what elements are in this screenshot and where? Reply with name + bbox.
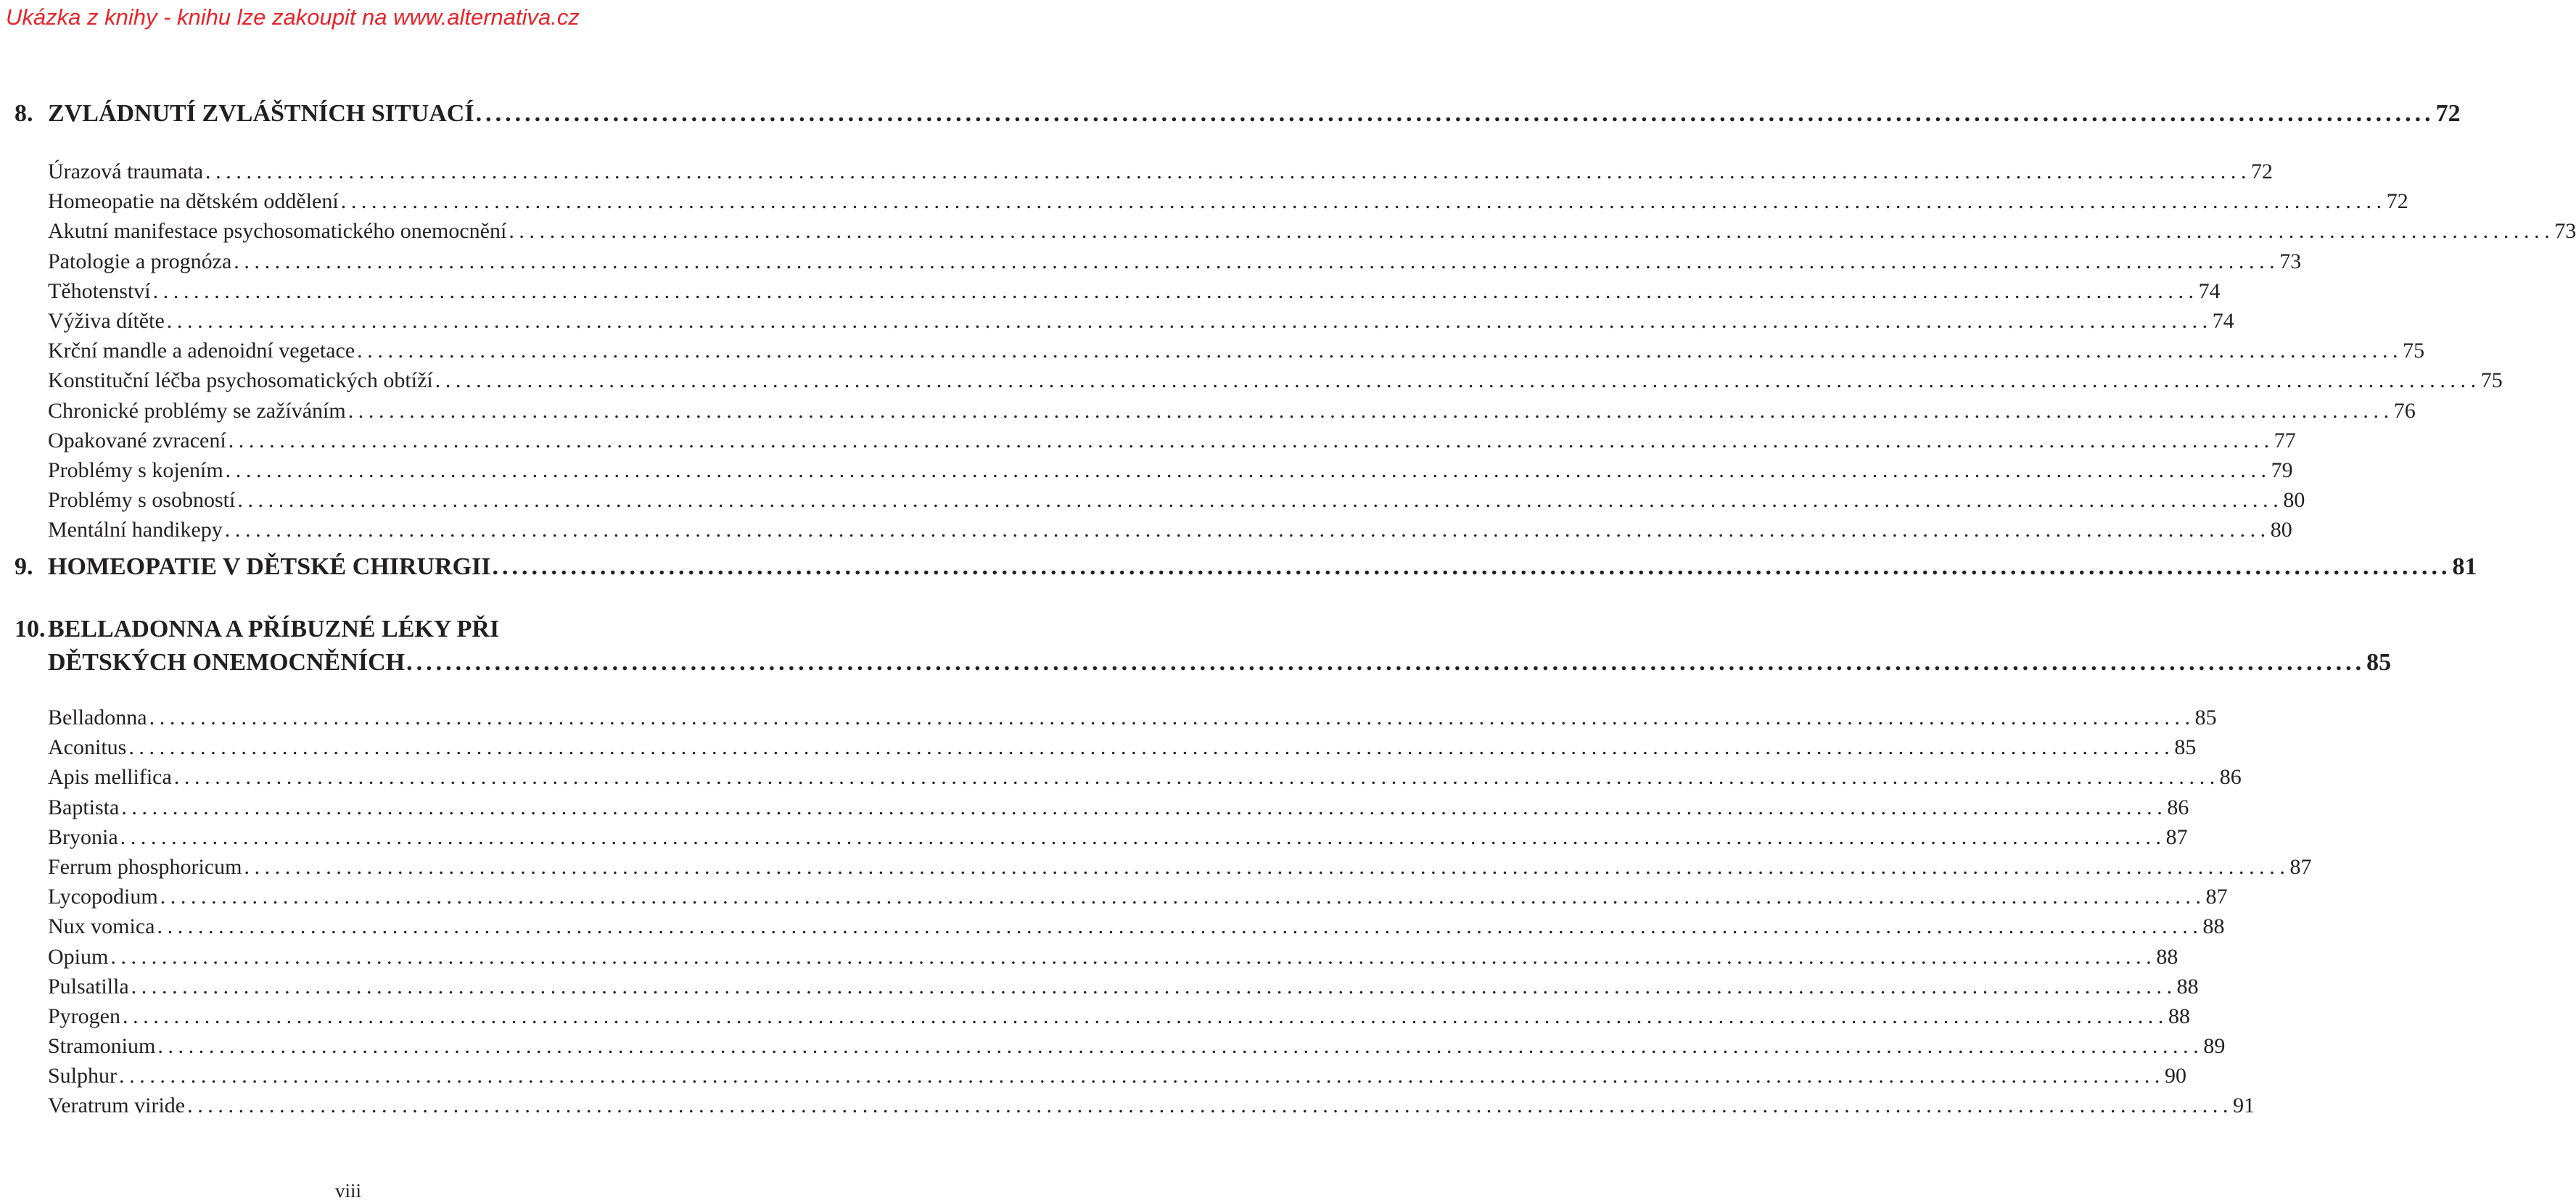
toc-entry	[48, 1031, 2226, 1061]
toc-entry	[48, 157, 2273, 186]
entry-title: Patologie a prognóza	[48, 249, 232, 273]
chapter-number: 9.	[15, 553, 33, 580]
entry-page-number: 79	[2271, 458, 2293, 482]
entry-page-number: 91	[2233, 1094, 2255, 1118]
entry-page-number: 73	[2279, 249, 2302, 273]
toc-entry	[48, 1091, 2255, 1120]
dot-leader: ........................................................................................................................................................................................................	[475, 100, 2435, 127]
entry-page-number: 90	[2165, 1064, 2187, 1088]
dot-leader: ........................................................................................................................................................................................................	[492, 553, 2451, 580]
dot-leader: ........................................................................................................................................................................................................	[157, 914, 2203, 939]
entry-page-number: 74	[2212, 308, 2234, 333]
chapter-title: DĚTSKÝCH ONEMOCNĚNÍCH	[48, 649, 406, 676]
entry-page-number: 85	[2174, 735, 2197, 760]
chapter-title-line	[48, 646, 2392, 679]
toc-entry	[48, 822, 2188, 852]
chapter-heading	[15, 613, 2392, 679]
dot-leader: ........................................................................................................................................................................................................	[347, 398, 2394, 423]
entry-title: Těhotenství	[48, 278, 151, 303]
entry-page-number: 88	[2202, 914, 2225, 939]
entry-title: Akutní manifestace psychosomatického onemocnění	[48, 219, 507, 244]
dot-leader: ........................................................................................................................................................................................................	[120, 824, 2166, 849]
dot-leader: ........................................................................................................................................................................................................	[187, 1094, 2234, 1118]
entry-title: Opium	[48, 944, 109, 969]
dot-leader: ........................................................................................................................................................................................................	[234, 249, 2280, 273]
dot-leader: ........................................................................................................................................................................................................	[149, 706, 2195, 729]
entry-title: Pyrogen	[48, 1004, 120, 1028]
entry-page-number: 74	[2198, 278, 2221, 303]
dot-leader: ........................................................................................................................................................................................................	[128, 735, 2175, 760]
entry-page-number: 75	[2403, 339, 2425, 363]
entry-title: Problémy s osobností	[48, 488, 236, 513]
dot-leader: ........................................................................................................................................................................................................	[435, 368, 2481, 393]
toc-entry	[48, 882, 2228, 911]
toc-entry	[48, 972, 2199, 1001]
toc-entry	[48, 336, 2425, 365]
entry-page-number: 72	[2386, 189, 2408, 214]
entry-page-number: 75	[2480, 368, 2503, 393]
entry-page-number: 76	[2393, 398, 2416, 423]
section-list	[48, 157, 2576, 545]
dot-leader: ........................................................................................................................................................................................................	[119, 1064, 2165, 1088]
entry-page-number: 86	[2219, 765, 2242, 790]
entry-page-number: 87	[2289, 854, 2312, 879]
toc-entry	[48, 1061, 2187, 1091]
toc-entry	[48, 455, 2293, 485]
entry-title: Veratrum viride	[48, 1094, 186, 1118]
watermark-text: Ukázka z knihy - knihu lze zakoupit na www.alternativa.cz	[6, 4, 580, 30]
entry-title: Výživa dítěte	[48, 308, 165, 333]
chapter-heading	[15, 97, 2461, 131]
entry-title: Opakované zvracení	[48, 428, 226, 452]
toc-entry	[48, 703, 2217, 732]
chapter-page-number: 81	[2452, 553, 2477, 580]
chapter-title-line	[48, 613, 686, 646]
dot-leader: ........................................................................................................................................................................................................	[228, 428, 2274, 452]
dot-leader: ........................................................................................................................................................................................................	[123, 1004, 2168, 1028]
entry-title: Chronické problémy se zažíváním	[48, 398, 346, 423]
entry-page-number: 80	[2283, 488, 2305, 513]
dot-leader: ........................................................................................................................................................................................................	[406, 649, 2366, 676]
dot-leader: ........................................................................................................................................................................................................	[237, 488, 2284, 513]
dot-leader: ........................................................................................................................................................................................................	[205, 160, 2252, 183]
toc-entry	[48, 793, 2189, 822]
toc-entry	[48, 396, 2416, 426]
entry-page-number: 85	[2194, 706, 2217, 729]
entry-title: Sulphur	[48, 1064, 118, 1088]
chapter-page-number: 85	[2366, 649, 2392, 676]
dot-leader: ........................................................................................................................................................................................................	[357, 339, 2403, 363]
dot-leader: ........................................................................................................................................................................................................	[157, 1034, 2204, 1059]
toc-entry	[48, 365, 2503, 395]
toc-entry	[48, 911, 2225, 941]
entry-page-number: 86	[2167, 795, 2189, 819]
entry-page-number: 73	[2554, 219, 2576, 244]
dot-leader: ........................................................................................................................................................................................................	[224, 518, 2271, 542]
toc-entry	[48, 306, 2234, 336]
chapter-title: BELLADONNA A PŘÍBUZNÉ LÉKY PŘI	[48, 616, 500, 642]
toc-entry	[48, 942, 2178, 972]
dot-leader: ........................................................................................................................................................................................................	[340, 189, 2387, 214]
dot-leader: ........................................................................................................................................................................................................	[509, 219, 2555, 244]
entry-title: Nux vomica	[48, 914, 155, 939]
chapter-title: ZVLÁDNUTÍ ZVLÁŠTNÍCH SITUACÍ	[48, 100, 474, 127]
toc-entry	[48, 276, 2221, 306]
entry-page-number: 77	[2273, 428, 2296, 452]
page-number: viii	[334, 1180, 361, 1202]
section-list	[48, 703, 2312, 1121]
entry-page-number: 88	[2176, 974, 2199, 999]
entry-page-number: 72	[2251, 160, 2273, 183]
entry-title: Konstituční léčba psychosomatických obtíží	[48, 368, 433, 393]
entry-title: Baptista	[48, 795, 120, 819]
toc-entry	[48, 762, 2242, 792]
entry-page-number: 80	[2270, 518, 2292, 542]
dot-leader: ........................................................................................................................................................................................................	[131, 974, 2177, 999]
chapter-number: 10.	[15, 616, 46, 642]
entry-title: Homeopatie na dětském oddělení	[48, 189, 339, 214]
dot-leader: ........................................................................................................................................................................................................	[121, 795, 2168, 819]
entry-page-number: 88	[2168, 1004, 2190, 1028]
entry-title: Ferrum phosphoricum	[48, 854, 242, 879]
chapter-title: HOMEOPATIE V DĚTSKÉ CHIRURGII	[48, 553, 491, 580]
chapter-heading	[15, 550, 2477, 584]
toc-entry	[48, 247, 2302, 276]
dot-leader: ........................................................................................................................................................................................................	[166, 308, 2213, 333]
chapter-title-line	[48, 97, 2461, 131]
toc-entry	[48, 186, 2408, 216]
toc-entry	[48, 515, 2292, 545]
entry-title: Belladonna	[48, 706, 147, 729]
entry-title: Krční mandle a adenoidní vegetace	[48, 339, 355, 363]
entry-title: Problémy s kojením	[48, 458, 223, 482]
dot-leader: ........................................................................................................................................................................................................	[225, 458, 2271, 482]
dot-leader: ........................................................................................................................................................................................................	[160, 885, 2206, 909]
entry-title: Mentální handikepy	[48, 518, 223, 542]
dot-leader: ........................................................................................................................................................................................................	[244, 854, 2290, 879]
entry-page-number: 88	[2156, 944, 2178, 969]
dot-leader: ........................................................................................................................................................................................................	[110, 944, 2157, 969]
entry-title: Aconitus	[48, 735, 127, 760]
chapter-number: 8.	[15, 100, 33, 127]
entry-page-number: 87	[2165, 824, 2188, 849]
toc-entry	[48, 485, 2305, 515]
entry-title: Úrazová traumata	[48, 160, 204, 183]
chapter-page-number: 72	[2435, 100, 2461, 127]
entry-title: Lycopodium	[48, 885, 158, 909]
toc-entry	[48, 1001, 2190, 1031]
entry-page-number: 89	[2203, 1034, 2226, 1059]
dot-leader: ........................................................................................................................................................................................................	[173, 765, 2220, 790]
toc-entry	[48, 216, 2576, 246]
toc-entry	[48, 732, 2197, 762]
toc-entry	[48, 426, 2296, 455]
entry-page-number: 87	[2205, 885, 2228, 909]
entry-title: Bryonia	[48, 824, 118, 849]
entry-title: Pulsatilla	[48, 974, 129, 999]
entry-title: Apis mellifica	[48, 765, 172, 790]
entry-title: Stramonium	[48, 1034, 156, 1059]
dot-leader: ........................................................................................................................................................................................................	[152, 278, 2199, 303]
toc-entry	[48, 852, 2312, 882]
chapter-title-line	[48, 550, 2477, 584]
